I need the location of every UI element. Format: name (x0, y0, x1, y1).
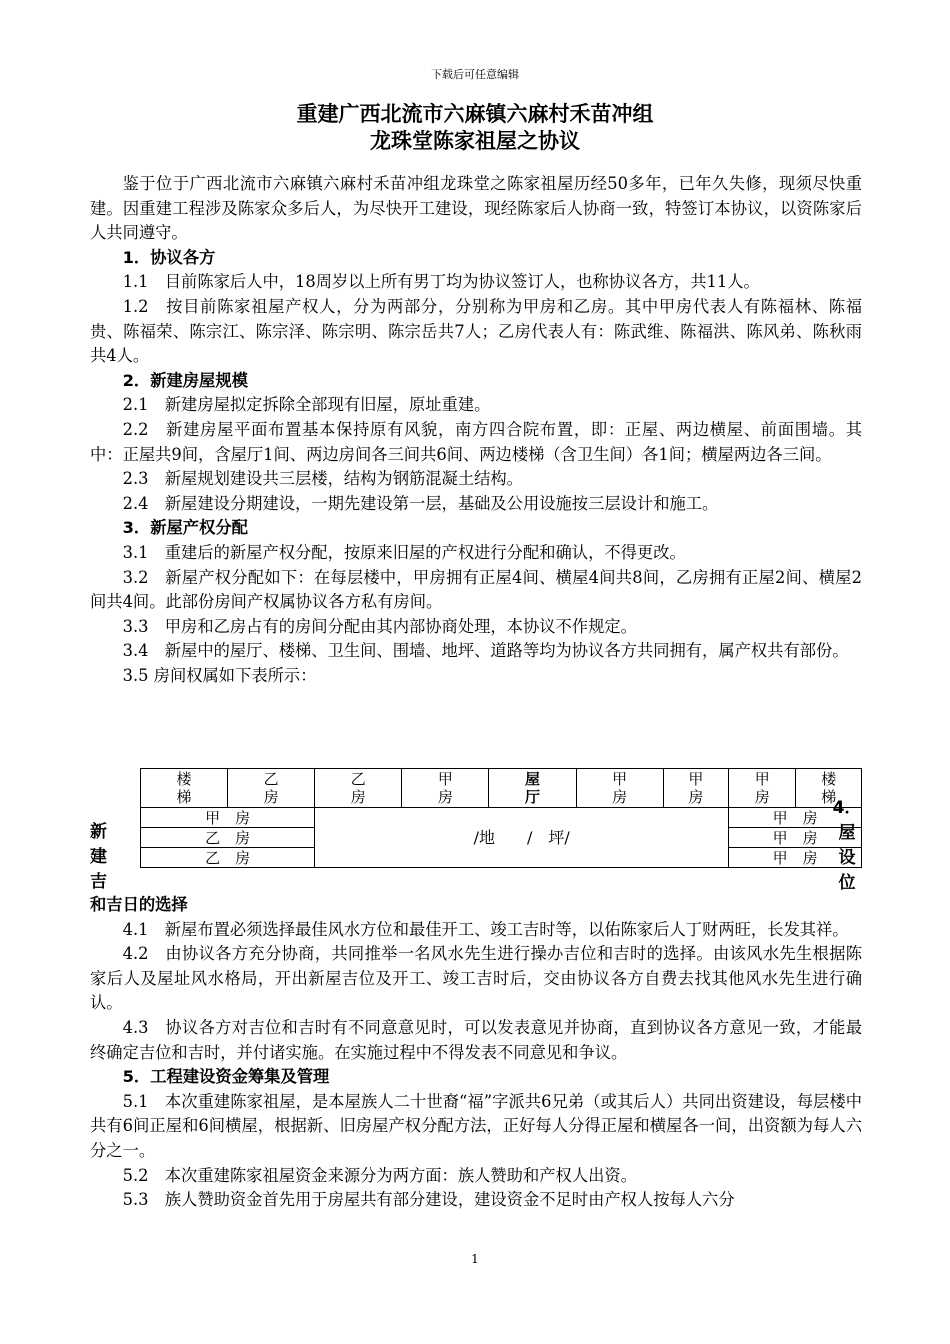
table-row-top (141, 769, 862, 808)
section-heading: 1．协议各方 (122, 247, 216, 267)
paragraph: 2.3 新屋规划建设共三层楼，结构为钢筋混凝土结构。 (122, 469, 523, 489)
room-ownership-table-area (90, 768, 862, 896)
side-right-char: 4． (832, 798, 862, 818)
table-header-cell (663, 769, 729, 808)
paragraph: 4.3 协议各方对吉位和吉时有不同意意见时，可以发表意见并协商，直到协议各方意见一致，才能最终确定吉位和吉时，并付诸实施。在实施过程中不得发表不同意见和争议。 (90, 1017, 862, 1062)
header-char-bottom: 房 (263, 788, 279, 806)
paragraph: 1.2 按目前陈家祖屋产权人，分为两部分，分别称为甲房和乙房。其中甲房代表人有陈福林、陈福贵、陈福荣、陈宗江、陈宗泽、陈宗明、陈宗岳共7人；乙房代表人有：陈武维、陈福洪、陈风弟、陈秋雨共4人。 (90, 296, 862, 366)
document-title-line2: 龙珠堂陈家祖屋之协议 (370, 129, 580, 153)
room-ownership-table (140, 768, 862, 868)
section-heading-continued: 和吉日的选择 (90, 895, 188, 914)
page-number: 1 (471, 1252, 479, 1266)
paragraph: 5.2 本次重建陈家祖屋资金来源分为两方面：族人赞助和产权人出资。 (122, 1165, 637, 1185)
header-char-bottom: 房 (754, 788, 770, 806)
paragraph: 5.1 本次重建陈家祖屋，是本屋族人二十世裔“福”字派共6兄弟（或其后人）共同出资建设，每层楼中共有6间正屋和6间横屋，根据新、旧房屋产权分配方法，正好每人分得正屋和横屋各一间，出资额为每人六分之一。 (90, 1091, 862, 1160)
paragraph: 2.4 新屋建设分期建设，一期先建设第一层，基础及公用设施按三层设计和施工。 (122, 493, 719, 513)
paragraph: 4.2 由协议各方充分协商，共同推举一名风水先生进行操办吉位和吉时的选择。由该风水先生根据陈家后人及屋址风水格局，开出新屋吉位及开工、竣工吉时后，交由协议各方自费去找其他风水先生进行确认。 (90, 944, 862, 1013)
table-cell-left-3: 乙 房 (141, 848, 315, 868)
header-char-top: 甲 (688, 770, 704, 788)
table-header-cell (729, 769, 796, 808)
paragraph: 2.2 新建房屋平面布置基本保持原有风貌，南方四合院布置，即：正屋、两边横屋、前面围墙。其中：正屋共9间，含屋厅1间、两边房间各三间共6间、两边楼梯（含卫生间）各1间；横屋两边各三间。 (90, 419, 862, 464)
side-left-char: 新 (90, 822, 107, 842)
courtyard-cell: /地 / 坪/ (315, 808, 729, 868)
table-header-cell (141, 769, 228, 808)
header-char-bottom: 房 (688, 788, 704, 806)
paragraph: 3.4 新屋中的屋厅、楼梯、卫生间、围墙、地坪、道路等均为协议各方共同拥有，属产权共有部份。 (122, 641, 849, 661)
header-char-bottom: 厅 (524, 788, 540, 806)
paragraph: 3.5 房间权属如下表所示： (122, 665, 317, 685)
section-heading: 5．工程建设资金筹集及管理 (122, 1067, 330, 1087)
header-char-top: 甲 (437, 770, 453, 788)
agreement-body-part2 (90, 893, 862, 1213)
header-char-top: 乙 (263, 770, 279, 788)
header-char-top: 楼 (821, 770, 837, 788)
side-right-char: 位 (838, 873, 856, 893)
header-char-bottom: 房 (350, 788, 366, 806)
header-char-bottom: 梯 (821, 788, 837, 806)
header-char-bottom: 房 (612, 788, 628, 806)
header-char-top: 乙 (350, 770, 366, 788)
section-heading: 3．新屋产权分配 (122, 518, 248, 538)
header-char-top: 甲 (754, 770, 770, 788)
header-char-top: 楼 (176, 770, 192, 788)
paragraph: 3.3 甲房和乙房占有的房间分配由其内部协商处理，本协议不作规定。 (122, 616, 637, 636)
paragraph: 鉴于位于广西北流市六麻镇六麻村禾苗冲组龙珠堂之陈家祖屋历经50多年，已年久失修，现须尽快重建。因重建工程涉及陈家众多后人，为尽快开工建设，现经陈家后人协商一致，特签订本协议，以资陈家后人共同遵守。 (90, 174, 862, 243)
table-cell-right-3: 甲 房 (729, 848, 862, 868)
paragraph: 2.1 新建房屋拟定拆除全部现有旧屋，原址重建。 (122, 395, 491, 415)
side-left-char: 吉 (90, 872, 107, 892)
top-note: 下载后可任意编辑 (431, 68, 519, 81)
header-char-bottom: 房 (437, 788, 453, 806)
table-header-cell (315, 769, 402, 808)
table-row (141, 808, 862, 828)
document-title-line1: 重建广西北流市六麻镇六麻村禾苗冲组 (296, 102, 654, 126)
table-header-cell (576, 769, 663, 808)
table-header-cell (489, 769, 576, 808)
table-cell-right-1: 甲 房 (729, 808, 862, 828)
side-text-right (832, 796, 862, 896)
table-cell-left-1: 甲 房 (141, 808, 315, 828)
table-cell-left-2: 乙 房 (141, 828, 315, 848)
paragraph: 4.1 新屋布置必须选择最佳风水方位和最佳开工、竣工吉时等，以佑陈家后人丁财两旺，长发其祥。 (122, 919, 849, 939)
header-char-bottom: 梯 (176, 788, 192, 806)
side-text-left (90, 820, 120, 895)
paragraph: 5.3 族人赞助资金首先用于房屋共有部分建设，建设资金不足时由产权人按每人六分 (122, 1190, 735, 1210)
table-header-cell (402, 769, 489, 808)
side-left-char: 建 (90, 847, 107, 867)
side-right-char: 设 (838, 848, 856, 868)
table-cell-right-2: 甲 房 (729, 828, 862, 848)
header-char-top: 甲 (612, 770, 628, 788)
table-header-cell (228, 769, 315, 808)
side-right-char: 屋 (838, 823, 856, 843)
header-char-top: 屋 (524, 770, 540, 788)
agreement-body-part1 (90, 172, 862, 688)
section-heading: 2．新建房屋规模 (122, 370, 248, 390)
paragraph: 3.2 新屋产权分配如下：在每层楼中，甲房拥有正屋4间、横屋4间共8间，乙房拥有正屋2间、横屋2间共4间。此部份房间产权属协议各方私有房间。 (90, 567, 862, 612)
paragraph: 3.1 重建后的新屋产权分配，按原来旧屋的产权进行分配和确认，不得更改。 (122, 542, 686, 562)
paragraph: 1.1 目前陈家后人中，18周岁以上所有男丁均为协议签订人，也称协议各方，共11人。 (122, 272, 760, 292)
